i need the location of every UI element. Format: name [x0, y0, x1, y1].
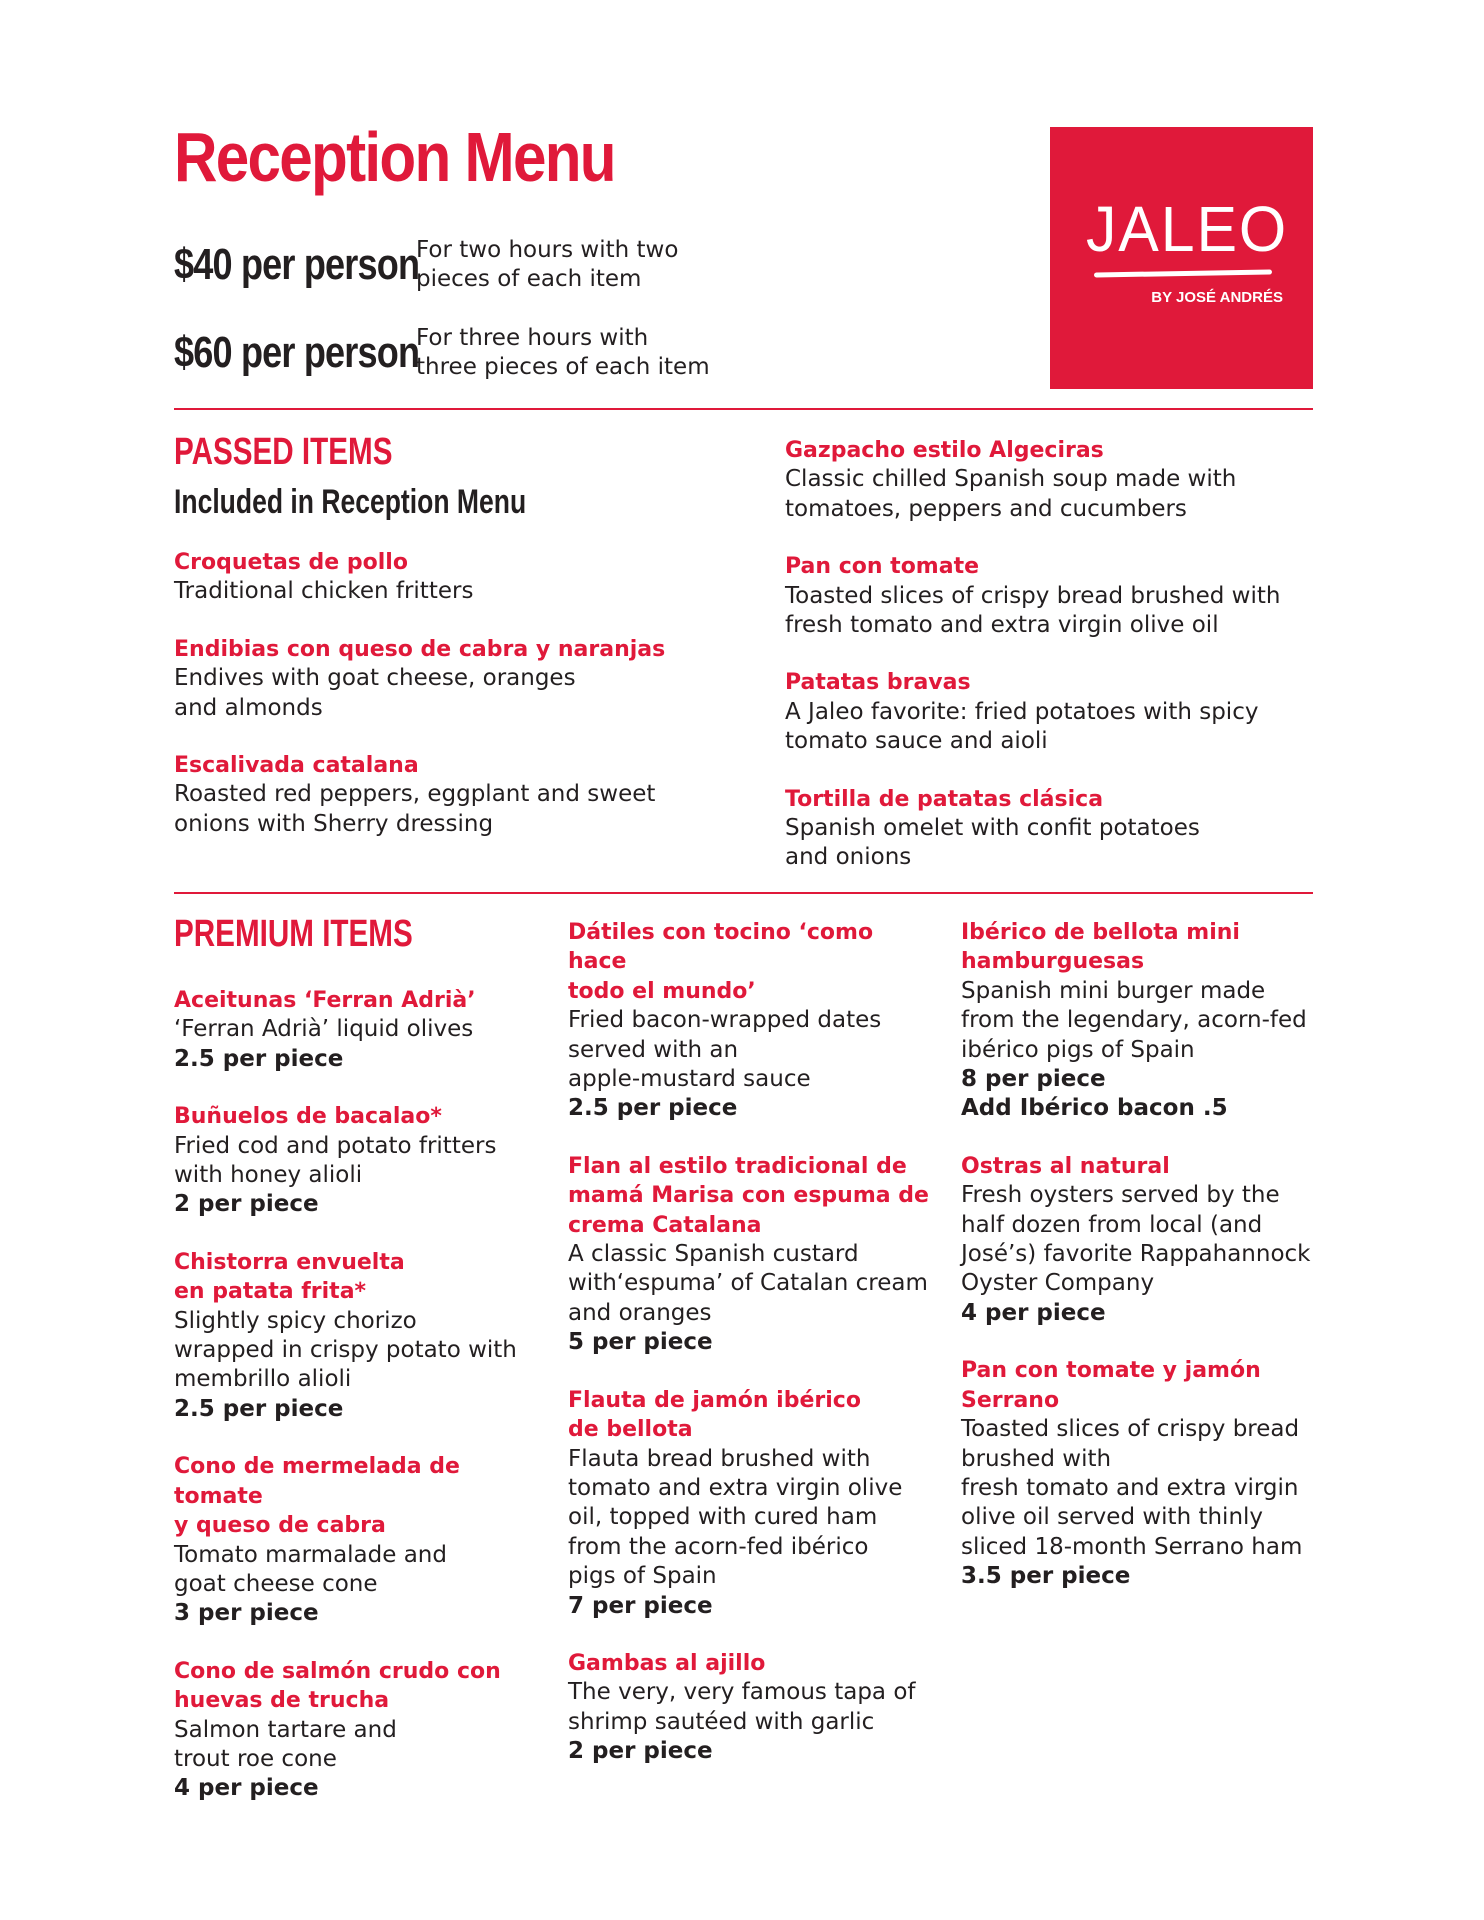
passed-items-right-column: [785, 436, 1313, 901]
menu-item-description: Endives with goat cheese, oranges and almonds: [174, 665, 576, 721]
menu-item: [785, 668, 1313, 756]
menu-item: [785, 436, 1313, 524]
menu-item-description: Toasted slices of crispy bread brushed with fresh tomato and extra virgin olive oil served with thinly sliced 18-month Serrano ham: [961, 1416, 1303, 1560]
menu-item-price: 3 per piece: [174, 1600, 319, 1627]
menu-item: [568, 1386, 938, 1621]
package-description: For three hours with three pieces of each item: [416, 325, 710, 380]
menu-item-price: 7 per piece: [568, 1592, 713, 1619]
menu-item-name: Gambas al ajillo: [568, 1650, 766, 1676]
menu-item-name: Endibias con queso de cabra y naranjas: [174, 636, 666, 662]
premium-items-heading: PREMIUM ITEMS: [174, 913, 413, 955]
menu-item: [174, 548, 734, 607]
menu-item-description: Fried bacon-wrapped dates served with an apple-mustard sauce: [568, 1007, 882, 1093]
menu-item-name: Cono de mermelada de tomate y queso de cabra: [174, 1454, 460, 1539]
menu-item-name: Buñuelos de bacalao*: [174, 1104, 442, 1130]
menu-item-extra: Add Ibérico bacon .5: [961, 1095, 1228, 1122]
menu-item-name: Tortilla de patatas clásica: [785, 786, 1104, 812]
premium-items-column-1: [174, 986, 544, 1832]
menu-item: [174, 751, 734, 839]
menu-item-description: Salmon tartare and trout roe cone: [174, 1716, 397, 1772]
jaleo-logo: [1050, 127, 1313, 389]
menu-item: [174, 986, 544, 1074]
divider: [174, 408, 1313, 410]
menu-item-description: Fresh oysters served by the half dozen from local (and José’s) favorite Rappahannock Oyster Company: [961, 1182, 1311, 1297]
menu-item-price: 3.5 per piece: [961, 1563, 1131, 1590]
menu-item-description: A classic Spanish custard with‘espuma’ of Catalan cream and oranges: [568, 1241, 928, 1326]
menu-item: [568, 918, 938, 1124]
menu-item: [961, 1356, 1331, 1591]
menu-item-description: Classic chilled Spanish soup made with tomatoes, peppers and cucumbers: [785, 466, 1237, 522]
menu-item-name: Ostras al natural: [961, 1153, 1170, 1179]
menu-item-name: Ibérico de bellota mini hamburguesas: [961, 920, 1240, 975]
menu-item: [174, 1248, 544, 1424]
menu-item-description: Spanish omelet with confit potatoes and onions: [785, 815, 1200, 871]
menu-item-name: Flauta de jamón ibérico de bellota: [568, 1387, 861, 1443]
menu-item-name: Aceitunas ‘Ferran Adrià’: [174, 988, 476, 1013]
menu-item-description: ‘Ferran Adrià’ liquid olives: [174, 1016, 474, 1043]
menu-item-price: 8 per piece: [961, 1066, 1106, 1093]
menu-item: [785, 552, 1313, 640]
menu-item-name: Cono de salmón crudo con huevas de trucha: [174, 1658, 501, 1714]
menu-item-price: 5 per piece: [568, 1329, 713, 1356]
logo-underline: [1094, 269, 1272, 277]
menu-item-name: Gazpacho estilo Algeciras: [785, 438, 1104, 463]
menu-item: [174, 1452, 544, 1628]
menu-item: [961, 918, 1331, 1124]
passed-items-subheading: Included in Reception Menu: [174, 483, 527, 521]
menu-item-description: Flauta bread brushed with tomato and extra virgin olive oil, topped with cured ham from the acorn-fed ibérico pigs of Spain: [568, 1445, 903, 1590]
menu-item-price: 2 per piece: [174, 1191, 319, 1218]
menu-item-description: Slightly spicy chorizo wrapped in crispy potato with membrillo alioli: [174, 1307, 517, 1393]
menu-item-description: Roasted red peppers, eggplant and sweet onions with Sherry dressing: [174, 781, 656, 837]
menu-item: [174, 635, 734, 723]
passed-items-left-column: [174, 548, 734, 867]
package-description: For two hours with two pieces of each item: [416, 237, 679, 292]
menu-item-description: A Jaleo favorite: fried potatoes with spicy tomato sauce and aioli: [785, 698, 1259, 755]
menu-item-price: 2.5 per piece: [174, 1045, 344, 1072]
menu-item-description: Tomato marmalade and goat cheese cone: [174, 1541, 447, 1597]
menu-item-name: Pan con tomate: [785, 554, 980, 580]
menu-item: [174, 1657, 544, 1804]
menu-item-name: Flan al estilo tradicional de mamá Marisa con espuma de crema Catalana: [568, 1153, 929, 1238]
passed-items-heading: PASSED ITEMS: [174, 431, 393, 473]
package-40: [174, 236, 678, 294]
package-60: [174, 324, 710, 382]
logo-byline: BY JOSÉ ANDRÉS: [1151, 289, 1283, 306]
menu-item-price: 4 per piece: [174, 1775, 319, 1802]
menu-item-price: 2.5 per piece: [568, 1095, 738, 1122]
premium-items-column-3: [961, 918, 1331, 1620]
menu-item-description: Spanish mini burger made from the legendary, acorn-fed ibérico pigs of Spain: [961, 977, 1307, 1063]
menu-item: [568, 1649, 938, 1767]
menu-item-name: Patatas bravas: [785, 670, 971, 696]
menu-item: [174, 1102, 544, 1220]
package-price: $60 per person: [174, 328, 420, 377]
menu-item-description: The very, very famous tapa of shrimp sautéed with garlic: [568, 1679, 916, 1735]
menu-item-price: 2 per piece: [568, 1738, 713, 1765]
menu-item-description: Fried cod and potato fritters with honey alioli: [174, 1132, 497, 1189]
menu-item-price: 2.5 per piece: [174, 1395, 344, 1422]
page-title: Reception Menu: [174, 118, 615, 196]
package-price: $40 per person: [174, 240, 420, 289]
menu-item-description: Toasted slices of crispy bread brushed with fresh tomato and extra virgin olive oil: [785, 582, 1281, 639]
menu-item-price: 4 per piece: [961, 1299, 1106, 1326]
menu-item-name: Escalivada catalana: [174, 753, 419, 779]
logo-wordmark: JALEO: [1086, 193, 1289, 265]
menu-item-name: Dátiles con tocino ‘como hace todo el mundo’: [568, 920, 874, 1004]
menu-item-name: Chistorra envuelta en patata frita*: [174, 1249, 405, 1305]
premium-items-column-2: [568, 918, 938, 1795]
menu-item: [785, 785, 1313, 873]
menu-item: [568, 1152, 938, 1358]
menu-item-name: Pan con tomate y jamón Serrano: [961, 1358, 1261, 1413]
divider: [174, 892, 1313, 894]
menu-item: [961, 1152, 1331, 1328]
menu-item-name: Croquetas de pollo: [174, 550, 408, 575]
menu-item-description: Traditional chicken fritters: [174, 578, 474, 605]
